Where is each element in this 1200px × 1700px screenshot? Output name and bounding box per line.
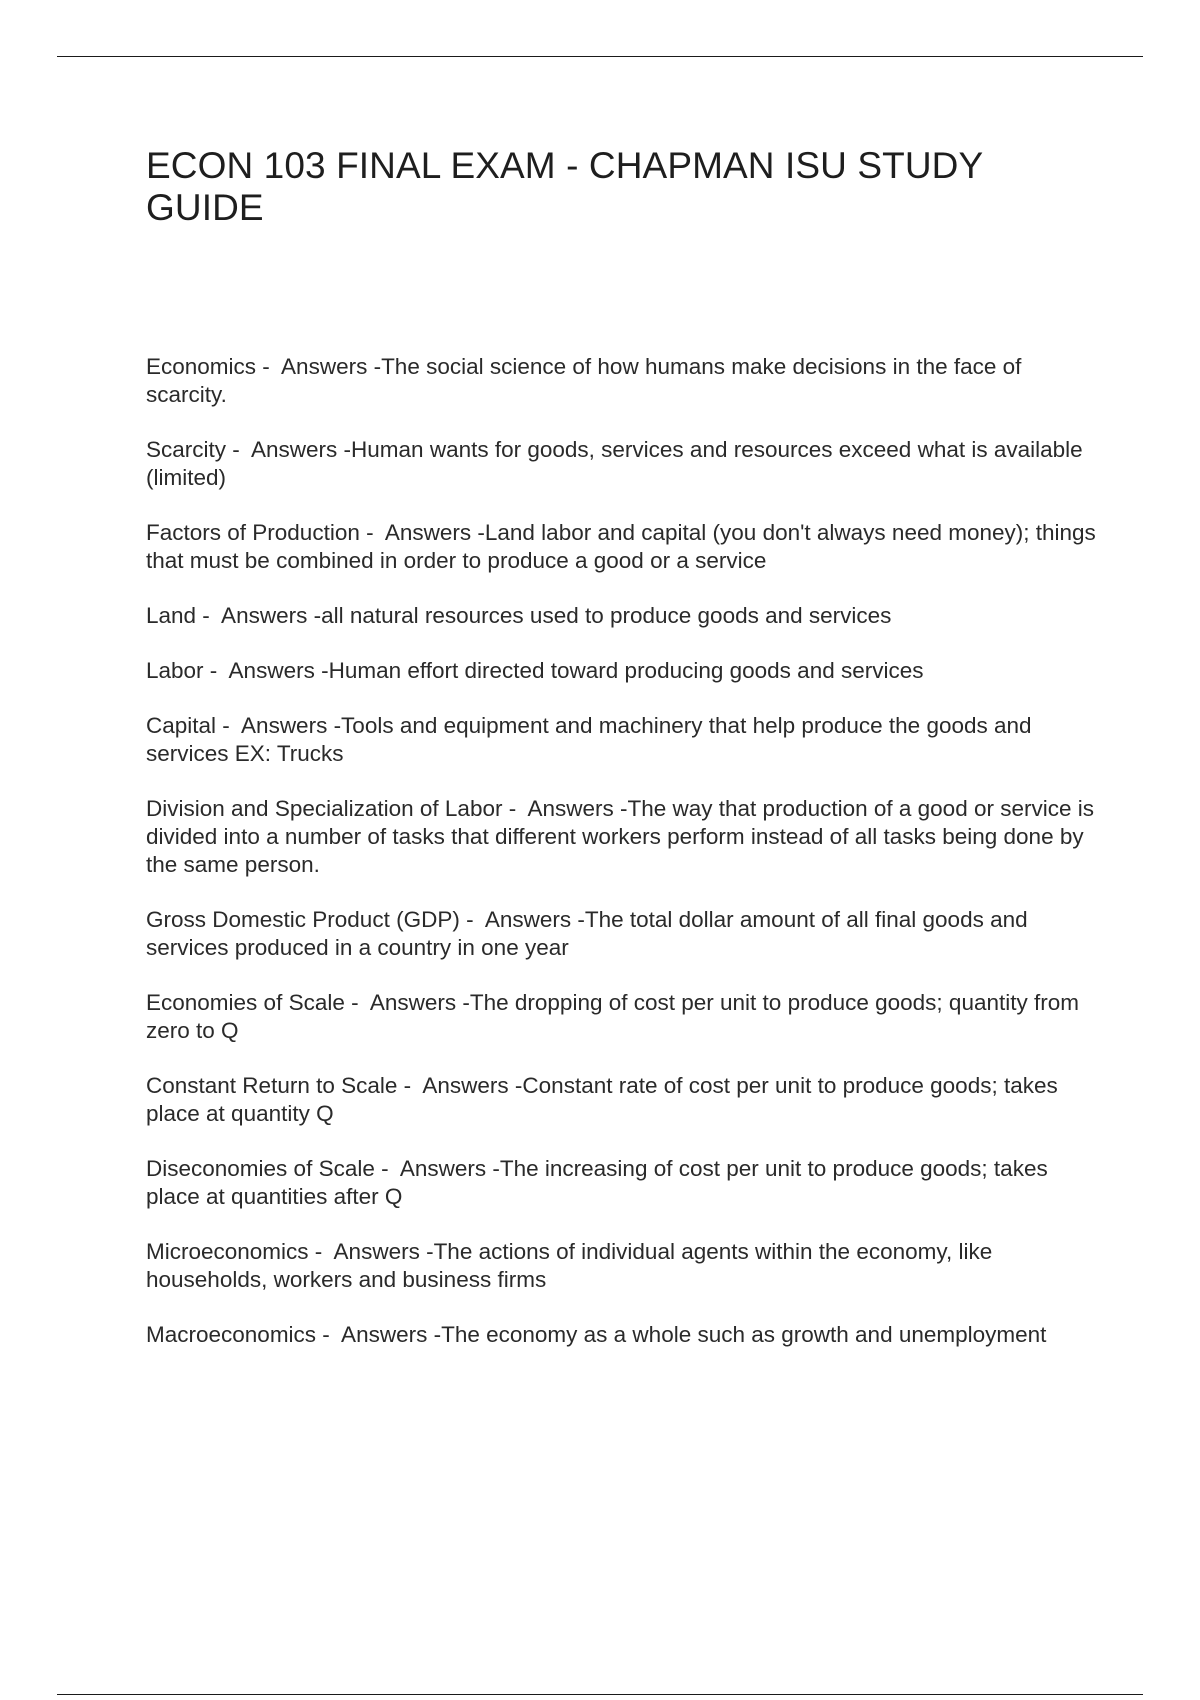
qa-entry-labor: Labor - Answers -Human effort directed toward producing goods and services [146, 658, 924, 683]
qa-entry-scarcity: Scarcity - Answers -Human wants for goods, services and resources exceed what is available (limited) [146, 437, 1089, 490]
qa-entry-division-of-labor: Division and Specialization of Labor - Answers -The way that production of a good or service is divided into a number of tasks that different workers perform instead of all tasks being done by the same person. [146, 796, 1101, 877]
qa-entry-diseconomies-of-scale: Diseconomies of Scale - Answers -The increasing of cost per unit to produce goods; takes place at quantities after Q [146, 1156, 1054, 1209]
qa-entry-microeconomics: Microeconomics - Answers -The actions of individual agents within the economy, like households, workers and business firms [146, 1239, 999, 1292]
qa-entry-gdp: Gross Domestic Product (GDP) - Answers -The total dollar amount of all final goods and services produced in a country in one year [146, 907, 1034, 960]
qa-entry-capital: Capital - Answers -Tools and equipment and machinery that help produce the goods and services EX: Trucks [146, 713, 1038, 766]
bottom-divider [57, 1694, 1143, 1695]
qa-entry-land: Land - Answers -all natural resources used to produce goods and services [146, 603, 892, 628]
qa-entry-macroeconomics: Macroeconomics - Answers -The economy as a whole such as growth and unemployment [146, 1322, 1047, 1347]
qa-list [146, 353, 1103, 1376]
top-divider [57, 56, 1143, 57]
qa-entry-economics: Economics - Answers -The social science of how humans make decisions in the face of scarcity. [146, 354, 1028, 407]
qa-entry-economies-of-scale: Economies of Scale - Answers -The dropping of cost per unit to produce goods; quantity from zero to Q [146, 990, 1086, 1043]
qa-entry-constant-return: Constant Return to Scale - Answers -Constant rate of cost per unit to produce goods; takes place at quantity Q [146, 1073, 1064, 1126]
document-title: ECON 103 FINAL EXAM - CHAPMAN ISU STUDY GUIDE [146, 145, 983, 228]
qa-entry-factors-of-production: Factors of Production - Answers -Land labor and capital (you don't always need money); things that must be combined in order to produce a good or a service [146, 520, 1103, 573]
